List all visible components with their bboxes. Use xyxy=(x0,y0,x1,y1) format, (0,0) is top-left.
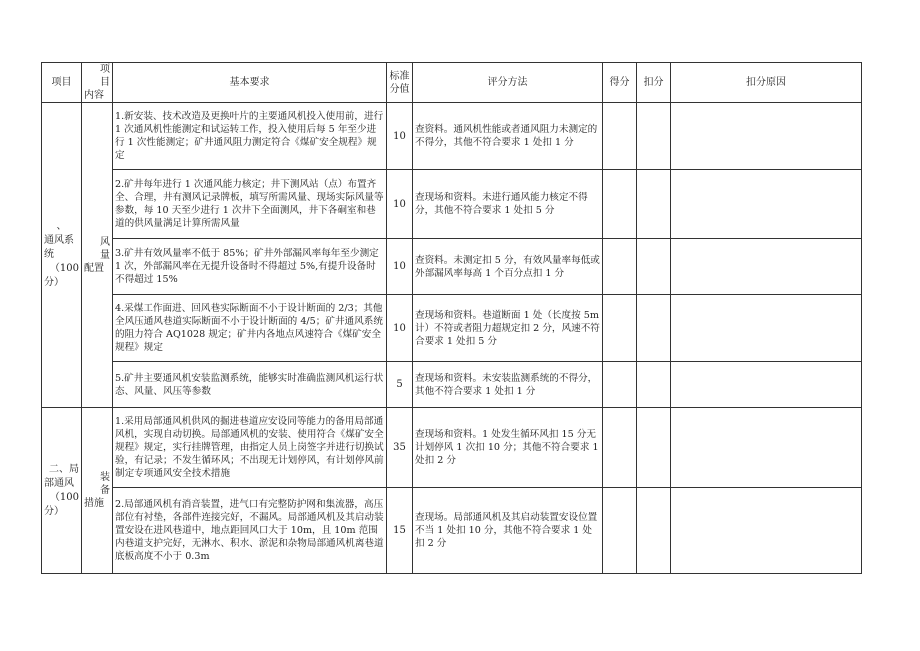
method-cell: 查现场和资料。未进行通风能力核定不得分，其他不符合要求 1 处扣 5 分 xyxy=(413,170,603,239)
method-cell: 查现场。局部通风机及其启动装置安设位置不当 1 处扣 10 分，其他不符合要求 1 处扣 2 分 xyxy=(413,488,603,574)
score-cell[interactable] xyxy=(603,295,637,362)
score-cell[interactable] xyxy=(603,170,637,239)
table-row xyxy=(42,103,862,170)
reason-cell[interactable] xyxy=(671,408,862,488)
project-line: 二、局 xyxy=(49,463,79,475)
project-line: 分） xyxy=(44,277,64,288)
content-line: 措施 xyxy=(84,498,104,509)
project-cell-ventilation-system xyxy=(42,103,82,408)
deduct-cell[interactable] xyxy=(637,362,671,408)
header-content xyxy=(82,63,113,103)
requirement-cell: 4.采煤工作面进、回风巷实际断面不小于设计断面的 2/3；其他全风压通风巷道实际断面不小于设计断面的 4/5；矿井通风系统的阻力符合 AQ1028 规定；矿井内各地点风速符合《煤矿安全规程》规定 xyxy=(113,295,387,362)
table-row xyxy=(42,239,862,295)
score-cell[interactable] xyxy=(603,408,637,488)
requirement-cell: 2.局部通风机有消音装置，进气口有完整防护网和集流器，高压部位有衬垫，各部件连接完好，不漏风。局部通风机及其启动装置安设在进风巷道中，地点距回风口大于 10m，且 10m 范围内巷道支护完好，无淋水、积水、淤泥和杂物局部通风机离巷道底板高度不小于 0.3m xyxy=(113,488,387,574)
content-cell-equipment-measures xyxy=(82,408,113,574)
score-cell[interactable] xyxy=(603,362,637,408)
project-line: 部通风 xyxy=(44,477,74,489)
method-cell: 查现场和资料。巷道断面 1 处（长度按 5m 计）不符或者阻力超规定扣 2 分，风速不符合要求 1 处扣 5 分 xyxy=(413,295,603,362)
content-cell-air-volume xyxy=(82,103,113,408)
header-std-line-2: 分值 xyxy=(389,83,410,95)
reason-cell[interactable] xyxy=(671,362,862,408)
header-deduct-reason: 扣分原因 xyxy=(671,63,862,103)
method-cell: 查现场和资料。1 处发生循环风扣 15 分无计划停风 1 次扣 10 分；其他不符合要求 1 处扣 2 分 xyxy=(413,408,603,488)
project-line: 通风系 xyxy=(44,235,74,246)
table-row xyxy=(42,170,862,239)
content-line: 装 备 xyxy=(100,472,110,496)
standard-score-cell: 10 xyxy=(387,170,413,239)
method-cell: 查现场和资料。未安装监测系统的不得分，其他不符合要求 1 处扣 1 分 xyxy=(413,362,603,408)
deduct-cell[interactable] xyxy=(637,239,671,295)
standard-score-cell: 10 xyxy=(387,103,413,170)
header-basic-requirement: 基本要求 xyxy=(113,63,387,103)
standard-score-cell: 10 xyxy=(387,239,413,295)
table-row xyxy=(42,295,862,362)
requirement-cell: 5.矿井主要通风机安装监测系统，能够实时准确监测风机运行状态、风量、风压等参数 xyxy=(113,362,387,408)
score-cell[interactable] xyxy=(603,239,637,295)
content-line: 风 量 xyxy=(100,236,110,261)
header-deduct: 扣分 xyxy=(637,63,671,103)
table-row xyxy=(42,362,862,408)
project-line: 统 xyxy=(44,249,54,260)
project-line: （100 xyxy=(49,491,79,503)
header-std-line-1: 标准 xyxy=(389,70,410,82)
requirement-cell: 2.矿井每年进行 1 次通风能力核定；井下测风站（点）布置齐全、合理，井有测风记录牌板，填写所需风量、现场实际风量等参数，每 10 天至少进行 1 次井下全面测风，井下各硐室和巷道的供风量满足计算所需风量 xyxy=(113,170,387,239)
scoring-table xyxy=(41,62,862,574)
standard-score-cell: 5 xyxy=(387,362,413,408)
requirement-cell: 1.新安装、技术改造及更换叶片的主要通风机投入使用前，进行 1 次通风机性能测定和试运转工作，投入使用后每 5 年至少进行 1 次性能测定；矿井通风阻力测定符合《煤矿安全规程》规定 xyxy=(113,103,387,170)
project-line: 、 xyxy=(56,221,67,232)
reason-cell[interactable] xyxy=(671,103,862,170)
reason-cell[interactable] xyxy=(671,239,862,295)
standard-score-cell: 10 xyxy=(387,295,413,362)
standard-score-cell: 35 xyxy=(387,408,413,488)
table-row xyxy=(42,488,862,574)
deduct-cell[interactable] xyxy=(637,408,671,488)
reason-cell[interactable] xyxy=(671,295,862,362)
header-content-line-1: 项 目 xyxy=(100,64,110,88)
requirement-cell: 1.采用局部通风机供风的掘进巷道应安设同等能力的备用局部通风机，实现自动切换。局部通风机的安装、使用符合《煤矿安全规程》规定，实行挂牌管理，由指定人员上岗签字并进行切换试验，有记录；不发生循环风；不出现无计划停风，有计划停风前制定专项通风安全技术措施 xyxy=(113,408,387,488)
deduct-cell[interactable] xyxy=(637,295,671,362)
method-cell: 查资料。未测定扣 5 分，有效风量率每低或外部漏风率每高 1 个百分点扣 1 分 xyxy=(413,239,603,295)
score-cell[interactable] xyxy=(603,103,637,170)
header-scoring-method: 评分方法 xyxy=(413,63,603,103)
header-content-line-2: 内容 xyxy=(84,90,104,101)
header-standard-score xyxy=(387,63,413,103)
score-cell[interactable] xyxy=(603,488,637,574)
deduct-cell[interactable] xyxy=(637,488,671,574)
reason-cell[interactable] xyxy=(671,488,862,574)
deduct-cell[interactable] xyxy=(637,103,671,170)
content-line: 配置 xyxy=(84,262,104,274)
project-line: 分） xyxy=(44,505,64,517)
standard-score-cell: 15 xyxy=(387,488,413,574)
header-project: 项目 xyxy=(42,63,82,103)
deduct-cell[interactable] xyxy=(637,170,671,239)
project-line: （100 xyxy=(49,263,79,274)
table-row xyxy=(42,408,862,488)
reason-cell[interactable] xyxy=(671,170,862,239)
method-cell: 查资料。通风机性能或者通风阻力未测定的不得分，其他不符合要求 1 处扣 1 分 xyxy=(413,103,603,170)
header-row xyxy=(42,63,862,103)
header-score: 得分 xyxy=(603,63,637,103)
project-cell-local-ventilation xyxy=(42,408,82,574)
requirement-cell: 3.矿井有效风量率不低于 85%；矿井外部漏风率每年至少测定 1 次，外部漏风率在无提升设备时不得超过 5%,有提升设备时不得超过 15% xyxy=(113,239,387,295)
